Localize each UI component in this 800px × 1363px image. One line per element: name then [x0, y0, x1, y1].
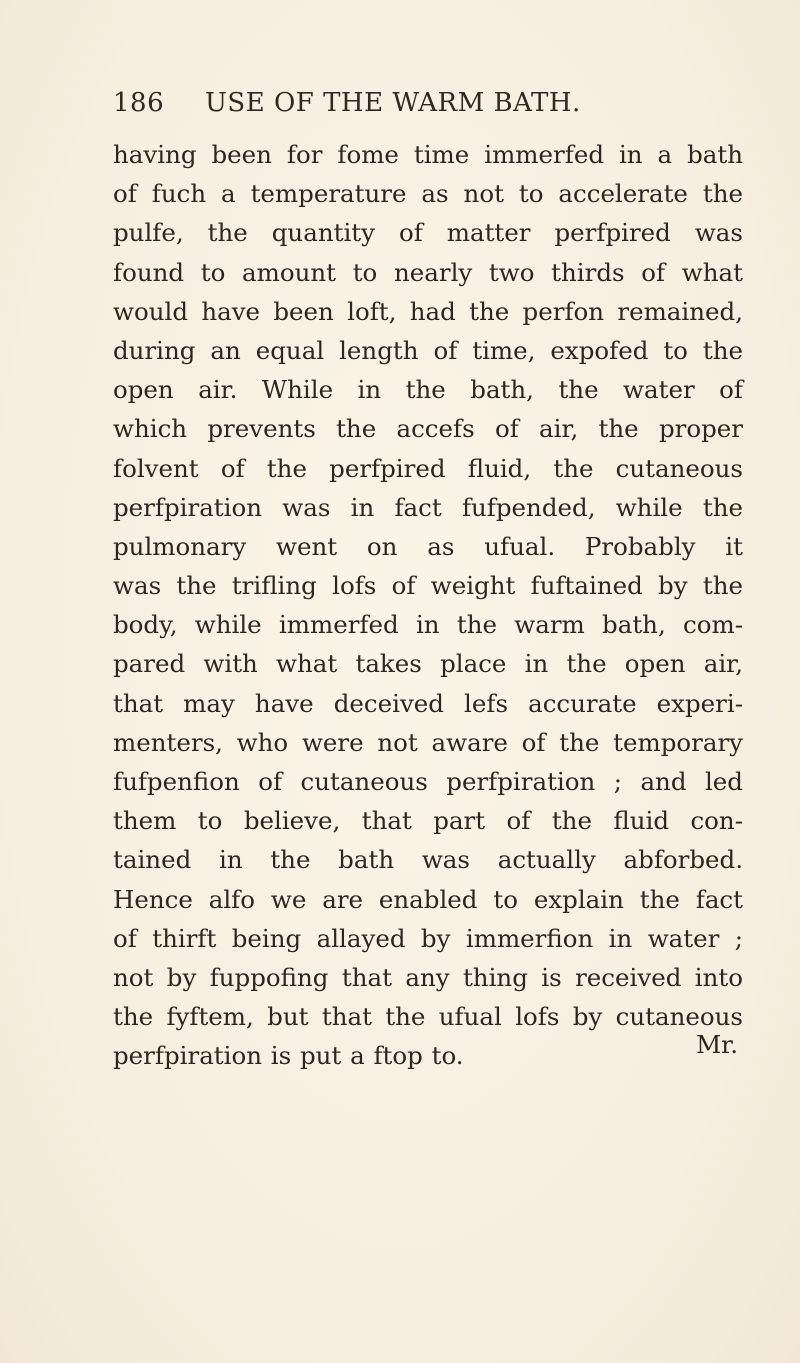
text-line: that may have deceived lefs accurate experi-: [113, 688, 743, 718]
text-line: which prevents the accefs of air, the proper: [113, 414, 743, 444]
text-line: found to amount to nearly two thirds of what: [113, 257, 743, 287]
running-head: [113, 84, 713, 124]
text-line: fufpenfion of cutaneous perfpiration ; and led: [113, 767, 743, 796]
text-line: would have been loft, had the perfon remained,: [113, 296, 743, 326]
body-text: [113, 135, 743, 1076]
text-line: the fyftem, but that the ufual lofs by cutaneous: [113, 1002, 743, 1032]
catchword: Mr.: [696, 1030, 738, 1059]
text-line: folvent of the perfpired fluid, the cutaneous: [113, 453, 743, 483]
text-line: open air. While in the bath, the water of: [113, 375, 743, 405]
text-line: not by fuppofing that any thing is received into: [113, 962, 743, 992]
text-line: menters, who were not aware of the temporary: [113, 727, 743, 757]
text-line: was the trifling lofs of weight fuftained by the: [113, 571, 743, 601]
text-line: of thirft being allayed by immerfion in water ;: [113, 923, 743, 953]
page-number: 186: [113, 88, 165, 118]
text-line: during an equal length of time, expofed to the: [113, 335, 743, 365]
text-line: of fuch a temperature as not to accelerate the: [113, 179, 743, 209]
text-line: body, while immerfed in the warm bath, com-: [113, 610, 743, 640]
text-line: perfpiration was in fact fufpended, while the: [113, 492, 743, 522]
text-line: pared with what takes place in the open air,: [113, 649, 743, 679]
text-line: Hence alfo we are enabled to explain the fact: [113, 884, 743, 914]
text-line: perfpiration is put a ftop to.: [113, 1041, 464, 1071]
text-line: pulmonary went on as ufual. Probably it: [113, 531, 743, 561]
text-line: them to believe, that part of the fluid con-: [113, 806, 743, 836]
text-line: having been for fome time immerfed in a bath: [113, 140, 743, 169]
text-line: tained in the bath was actually abforbed.: [113, 845, 743, 875]
running-head-title: USE OF THE WARM BATH.: [205, 88, 581, 118]
text-line: pulfe, the quantity of matter perfpired was: [113, 218, 743, 248]
